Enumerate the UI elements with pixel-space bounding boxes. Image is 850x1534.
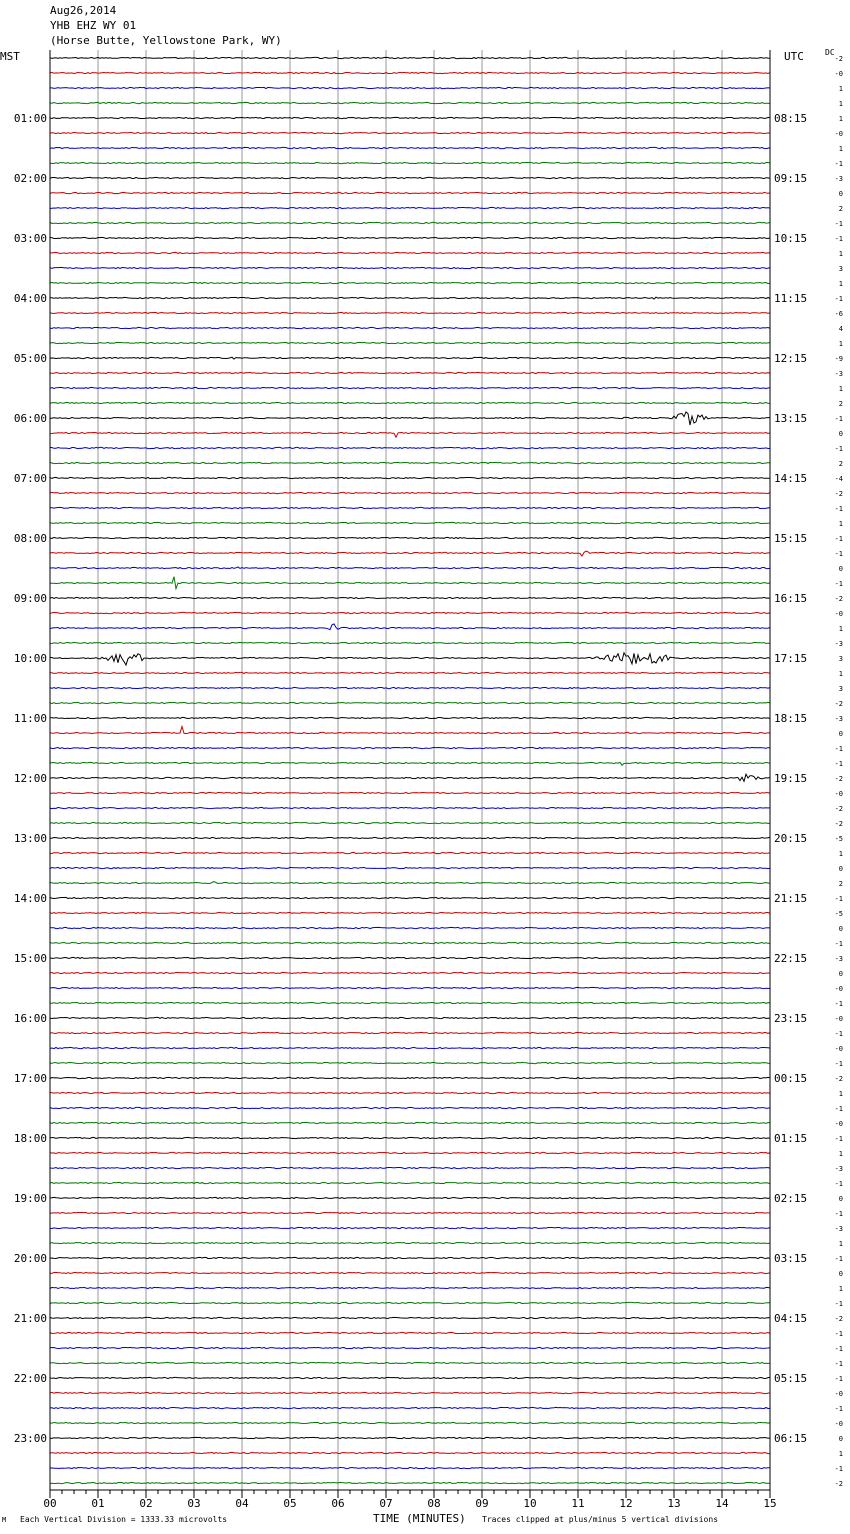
dc-offset-value: -1	[834, 1060, 843, 1068]
trace-row	[50, 1392, 770, 1393]
trace-row	[50, 1452, 770, 1453]
trace-row	[50, 1062, 770, 1063]
header-location: (Horse Butte, Yellowstone Park, WY)	[50, 34, 282, 47]
trace-row	[50, 762, 770, 765]
trace-row	[50, 1182, 770, 1183]
dc-offset-value: -1	[834, 235, 843, 243]
dc-offset-value: -2	[834, 1480, 843, 1488]
dc-offset-value: -3	[834, 955, 843, 963]
dc-offset-value: -0	[834, 790, 843, 798]
left-hour-label: 16:00	[13, 1012, 47, 1025]
left-hour-label: 12:00	[13, 772, 47, 785]
x-tick-label: 15	[763, 1497, 777, 1510]
right-hour-label: 03:15	[774, 1252, 808, 1265]
dc-offset-value: -1	[834, 1255, 843, 1263]
dc-offset-value: -2	[834, 490, 843, 498]
header-date: Aug26,2014	[50, 4, 117, 17]
dc-offset-value: 0	[838, 565, 843, 573]
trace-row	[50, 1032, 770, 1033]
trace-row	[50, 1167, 770, 1168]
dc-offset-value: -0	[834, 985, 843, 993]
left-hour-label: 20:00	[13, 1252, 47, 1265]
dc-offset-value: 2	[838, 205, 843, 213]
dc-offset-value: 1	[838, 100, 843, 108]
x-axis-ticks	[43, 1490, 776, 1510]
dc-offset-value: 1	[838, 85, 843, 93]
dc-offset-value: 2	[838, 460, 843, 468]
trace-row	[50, 1302, 770, 1303]
dc-offset-value: -2	[834, 775, 843, 783]
trace-row	[50, 387, 770, 388]
dc-offset-value: -1	[834, 760, 843, 768]
trace-row	[50, 507, 770, 508]
dc-offset-value: -1	[834, 1375, 843, 1383]
right-hour-label: 19:15	[774, 772, 808, 785]
dc-offset-value: -2	[834, 1315, 843, 1323]
dc-offset-value: 0	[838, 430, 843, 438]
dc-offset-value: -3	[834, 1165, 843, 1173]
dc-offset-value: -2	[834, 55, 843, 63]
trace-row	[50, 102, 770, 103]
trace-row	[50, 327, 770, 328]
trace-row	[50, 774, 770, 781]
dc-offset-value: -5	[834, 910, 843, 918]
right-hour-label: 09:15	[774, 172, 808, 185]
trace-row	[50, 867, 770, 868]
trace-row	[50, 342, 770, 343]
trace-row	[50, 642, 770, 643]
trace-row	[50, 447, 770, 448]
x-tick-label: 04	[235, 1497, 249, 1510]
right-hour-label: 12:15	[774, 352, 808, 365]
trace-row	[50, 727, 770, 734]
dc-offset-value: -1	[834, 445, 843, 453]
x-tick-label: 08	[427, 1497, 441, 1510]
trace-row	[50, 477, 770, 478]
dc-offset-value: -2	[834, 805, 843, 813]
dc-offset-value: -1	[834, 415, 843, 423]
dc-offset-value: -1	[834, 1000, 843, 1008]
corner-mark: M	[2, 1516, 7, 1524]
right-hour-label: 11:15	[774, 292, 808, 305]
trace-row	[50, 1197, 770, 1198]
trace-row	[50, 912, 770, 913]
dc-offset-value: -0	[834, 1420, 843, 1428]
dc-offset-value: -2	[834, 700, 843, 708]
dc-offset-header: DC	[825, 48, 835, 57]
left-hour-label: 14:00	[13, 892, 47, 905]
dc-offset-value: -6	[834, 310, 843, 318]
right-hour-label: 15:15	[774, 532, 808, 545]
dc-offset-value: 1	[838, 625, 843, 633]
trace-row	[50, 852, 770, 853]
trace-row	[50, 57, 770, 58]
trace-row	[50, 1077, 770, 1078]
trace-row	[50, 702, 770, 703]
dc-offset-value: 4	[838, 325, 843, 333]
right-hour-label: 22:15	[774, 952, 808, 965]
x-tick-label: 00	[43, 1497, 57, 1510]
dc-offset-value: 0	[838, 925, 843, 933]
trace-row	[50, 252, 770, 253]
dc-offset-value: 1	[838, 280, 843, 288]
trace-row	[50, 792, 770, 793]
trace-row	[50, 372, 770, 373]
trace-row	[50, 267, 770, 268]
dc-offset-value: 2	[838, 880, 843, 888]
trace-row	[50, 1212, 770, 1213]
clip-note: Traces clipped at plus/minus 5 vertical divisions	[482, 1515, 719, 1524]
right-hour-label: 10:15	[774, 232, 808, 245]
dc-offset-value: 0	[838, 970, 843, 978]
trace-row	[50, 551, 770, 556]
dc-offset-value: 1	[838, 385, 843, 393]
dc-offset-value: -0	[834, 1390, 843, 1398]
dc-offset-value: 0	[838, 1435, 843, 1443]
trace-row	[50, 282, 770, 283]
trace-row	[50, 72, 770, 73]
dc-offset-value: 3	[838, 655, 843, 663]
left-hour-label: 10:00	[13, 652, 47, 665]
dc-offset-value: -1	[834, 940, 843, 948]
trace-row	[50, 1017, 770, 1018]
dc-offset-value: 1	[838, 1285, 843, 1293]
dc-offset-value: 0	[838, 865, 843, 873]
trace-row	[50, 1347, 770, 1348]
dc-offset-value: -0	[834, 1015, 843, 1023]
dc-offset-value: 1	[838, 340, 843, 348]
x-tick-label: 06	[331, 1497, 345, 1510]
dc-offset-value: -2	[834, 1075, 843, 1083]
trace-row	[50, 312, 770, 313]
trace-row	[50, 1272, 770, 1273]
right-timezone-label: UTC	[784, 50, 804, 63]
trace-row	[50, 1362, 770, 1363]
trace-row	[50, 672, 770, 673]
right-hour-label: 20:15	[774, 832, 808, 845]
dc-offset-value: -1	[834, 1105, 843, 1113]
trace-row	[50, 577, 770, 589]
right-hour-label: 05:15	[774, 1372, 808, 1385]
dc-offset-value: -5	[834, 835, 843, 843]
trace-row	[50, 1332, 770, 1333]
right-hour-label: 01:15	[774, 1132, 808, 1145]
dc-offset-value: -1	[834, 1180, 843, 1188]
left-hour-label: 11:00	[13, 712, 47, 725]
dc-offset-value: -0	[834, 610, 843, 618]
trace-row	[50, 837, 770, 838]
trace-row	[50, 432, 770, 437]
trace-row	[50, 957, 770, 958]
trace-row	[50, 222, 770, 223]
left-hour-label: 13:00	[13, 832, 47, 845]
trace-row	[50, 1407, 770, 1408]
left-hour-label: 08:00	[13, 532, 47, 545]
trace-rows	[50, 57, 770, 1483]
dc-offset-value: 1	[838, 520, 843, 528]
x-axis-label: TIME (MINUTES)	[373, 1512, 466, 1525]
dc-offset-value: -2	[834, 595, 843, 603]
trace-row	[50, 537, 770, 538]
left-hour-label: 04:00	[13, 292, 47, 305]
trace-row	[50, 567, 770, 569]
trace-row	[50, 927, 770, 928]
dc-offset-value: -1	[834, 505, 843, 513]
dc-offset-value: -3	[834, 1225, 843, 1233]
dc-offset-value: 0	[838, 1270, 843, 1278]
right-hour-label: 14:15	[774, 472, 808, 485]
dc-offset-value: -0	[834, 70, 843, 78]
x-tick-label: 14	[715, 1497, 729, 1510]
x-tick-label: 05	[283, 1497, 297, 1510]
left-hour-label: 17:00	[13, 1072, 47, 1085]
trace-row	[50, 1422, 770, 1423]
left-hour-label: 03:00	[13, 232, 47, 245]
dc-offset-value: -1	[834, 220, 843, 228]
trace-row	[50, 1227, 770, 1228]
trace-row	[50, 687, 770, 688]
trace-row	[50, 1467, 770, 1468]
trace-row	[50, 897, 770, 898]
dc-offset-value: -2	[834, 820, 843, 828]
x-tick-label: 12	[619, 1497, 633, 1510]
dc-offset-value: 0	[838, 190, 843, 198]
dc-offset-value: -1	[834, 1465, 843, 1473]
trace-row	[50, 297, 770, 299]
trace-row	[50, 1122, 770, 1123]
trace-row	[50, 717, 770, 718]
dc-offset-value: -0	[834, 130, 843, 138]
trace-row	[50, 462, 770, 463]
right-hour-label: 04:15	[774, 1312, 808, 1325]
trace-row	[50, 1482, 770, 1483]
x-tick-label: 07	[379, 1497, 393, 1510]
dc-offset-value: -1	[834, 295, 843, 303]
right-hour-label: 00:15	[774, 1072, 808, 1085]
left-hour-label: 05:00	[13, 352, 47, 365]
left-hour-label: 22:00	[13, 1372, 47, 1385]
x-tick-label: 11	[571, 1497, 585, 1510]
left-timezone-label: MST	[0, 50, 20, 63]
trace-row	[50, 1092, 770, 1093]
right-hour-label: 13:15	[774, 412, 808, 425]
trace-row	[50, 1152, 770, 1153]
x-tick-label: 03	[187, 1497, 201, 1510]
right-hour-label: 17:15	[774, 652, 808, 665]
trace-row	[50, 237, 770, 238]
dc-offset-value: 1	[838, 250, 843, 258]
dc-offset-value: -1	[834, 535, 843, 543]
dc-offset-value: 1	[838, 850, 843, 858]
trace-row	[50, 653, 770, 665]
header-station: YHB EHZ WY 01	[50, 19, 137, 32]
trace-row	[50, 822, 770, 823]
trace-row	[50, 147, 770, 148]
trace-row	[50, 1287, 770, 1288]
dc-offset-value: -1	[834, 1360, 843, 1368]
trace-row	[50, 412, 770, 425]
trace-row	[50, 1107, 770, 1108]
trace-row	[50, 747, 770, 748]
dc-offset-value: -1	[834, 580, 843, 588]
left-hour-label: 23:00	[13, 1432, 47, 1445]
trace-row	[50, 972, 770, 973]
left-hour-label: 07:00	[13, 472, 47, 485]
dc-offset-value: -0	[834, 1120, 843, 1128]
dc-offset-value: -1	[834, 1405, 843, 1413]
dc-offset-value: -3	[834, 370, 843, 378]
trace-row	[50, 1137, 770, 1138]
right-hour-label: 06:15	[774, 1432, 808, 1445]
dc-offset-value: 2	[838, 400, 843, 408]
trace-row	[50, 1257, 770, 1258]
left-hour-label: 21:00	[13, 1312, 47, 1325]
dc-offset-value: -3	[834, 175, 843, 183]
dc-offset-value: 3	[838, 685, 843, 693]
dc-offset-value: 1	[838, 115, 843, 123]
trace-row	[50, 192, 770, 193]
trace-row	[50, 162, 770, 163]
x-tick-label: 09	[475, 1497, 489, 1510]
dc-offset-value: 0	[838, 1195, 843, 1203]
dc-offset-value: -1	[834, 1300, 843, 1308]
dc-offset-value: 1	[838, 1090, 843, 1098]
dc-offset-value: -1	[834, 1210, 843, 1218]
x-tick-label: 02	[139, 1497, 153, 1510]
trace-row	[50, 942, 770, 943]
dc-offset-value: -9	[834, 355, 843, 363]
right-hour-label: 16:15	[774, 592, 808, 605]
trace-row	[50, 624, 770, 630]
trace-row	[50, 1377, 770, 1378]
dc-offset-value: 3	[838, 265, 843, 273]
dc-offset-value: 0	[838, 730, 843, 738]
trace-row	[50, 1002, 770, 1003]
trace-row	[50, 1242, 770, 1243]
trace-row	[50, 207, 770, 208]
x-tick-label: 13	[667, 1497, 681, 1510]
trace-row	[50, 1047, 770, 1048]
right-hour-label: 23:15	[774, 1012, 808, 1025]
left-hour-label: 15:00	[13, 952, 47, 965]
scale-note: Each Vertical Division = 1333.33 microvolts	[20, 1515, 228, 1524]
trace-row	[50, 492, 770, 493]
dc-offset-value: -1	[834, 1345, 843, 1353]
dc-offset-value: -3	[834, 640, 843, 648]
trace-row	[50, 612, 770, 613]
left-hour-label: 02:00	[13, 172, 47, 185]
x-tick-label: 01	[91, 1497, 105, 1510]
trace-row	[50, 522, 770, 523]
dc-offset-value: -0	[834, 1045, 843, 1053]
dc-offset-value: -1	[834, 1135, 843, 1143]
trace-row	[50, 597, 770, 598]
trace-row	[50, 402, 770, 403]
dc-offset-value: 1	[838, 1150, 843, 1158]
trace-row	[50, 882, 770, 884]
trace-row	[50, 357, 770, 359]
dc-offset-value: -1	[834, 160, 843, 168]
trace-row	[50, 87, 770, 88]
trace-row	[50, 117, 770, 118]
dc-offset-value: -4	[834, 475, 843, 483]
dc-offset-value: -3	[834, 715, 843, 723]
dc-offset-value: -1	[834, 745, 843, 753]
right-hour-label: 02:15	[774, 1192, 808, 1205]
dc-offset-value: 1	[838, 1240, 843, 1248]
trace-row	[50, 132, 770, 133]
left-hour-label: 18:00	[13, 1132, 47, 1145]
trace-row	[50, 1437, 770, 1438]
left-hour-label: 09:00	[13, 592, 47, 605]
dc-offset-value: 1	[838, 670, 843, 678]
left-hour-label: 01:00	[13, 112, 47, 125]
dc-offset-value: -1	[834, 550, 843, 558]
dc-offset-value: 1	[838, 145, 843, 153]
trace-row	[50, 987, 770, 988]
trace-row	[50, 1317, 770, 1318]
left-hour-label: 19:00	[13, 1192, 47, 1205]
right-hour-label: 21:15	[774, 892, 808, 905]
dc-offset-value: -1	[834, 1330, 843, 1338]
trace-row	[50, 177, 770, 178]
left-hour-label: 06:00	[13, 412, 47, 425]
dc-offset-value: -1	[834, 895, 843, 903]
x-tick-label: 10	[523, 1497, 537, 1510]
right-hour-label: 08:15	[774, 112, 808, 125]
right-hour-label: 18:15	[774, 712, 808, 725]
trace-row	[50, 807, 770, 808]
dc-offset-value: -1	[834, 1030, 843, 1038]
dc-offset-value: 1	[838, 1450, 843, 1458]
